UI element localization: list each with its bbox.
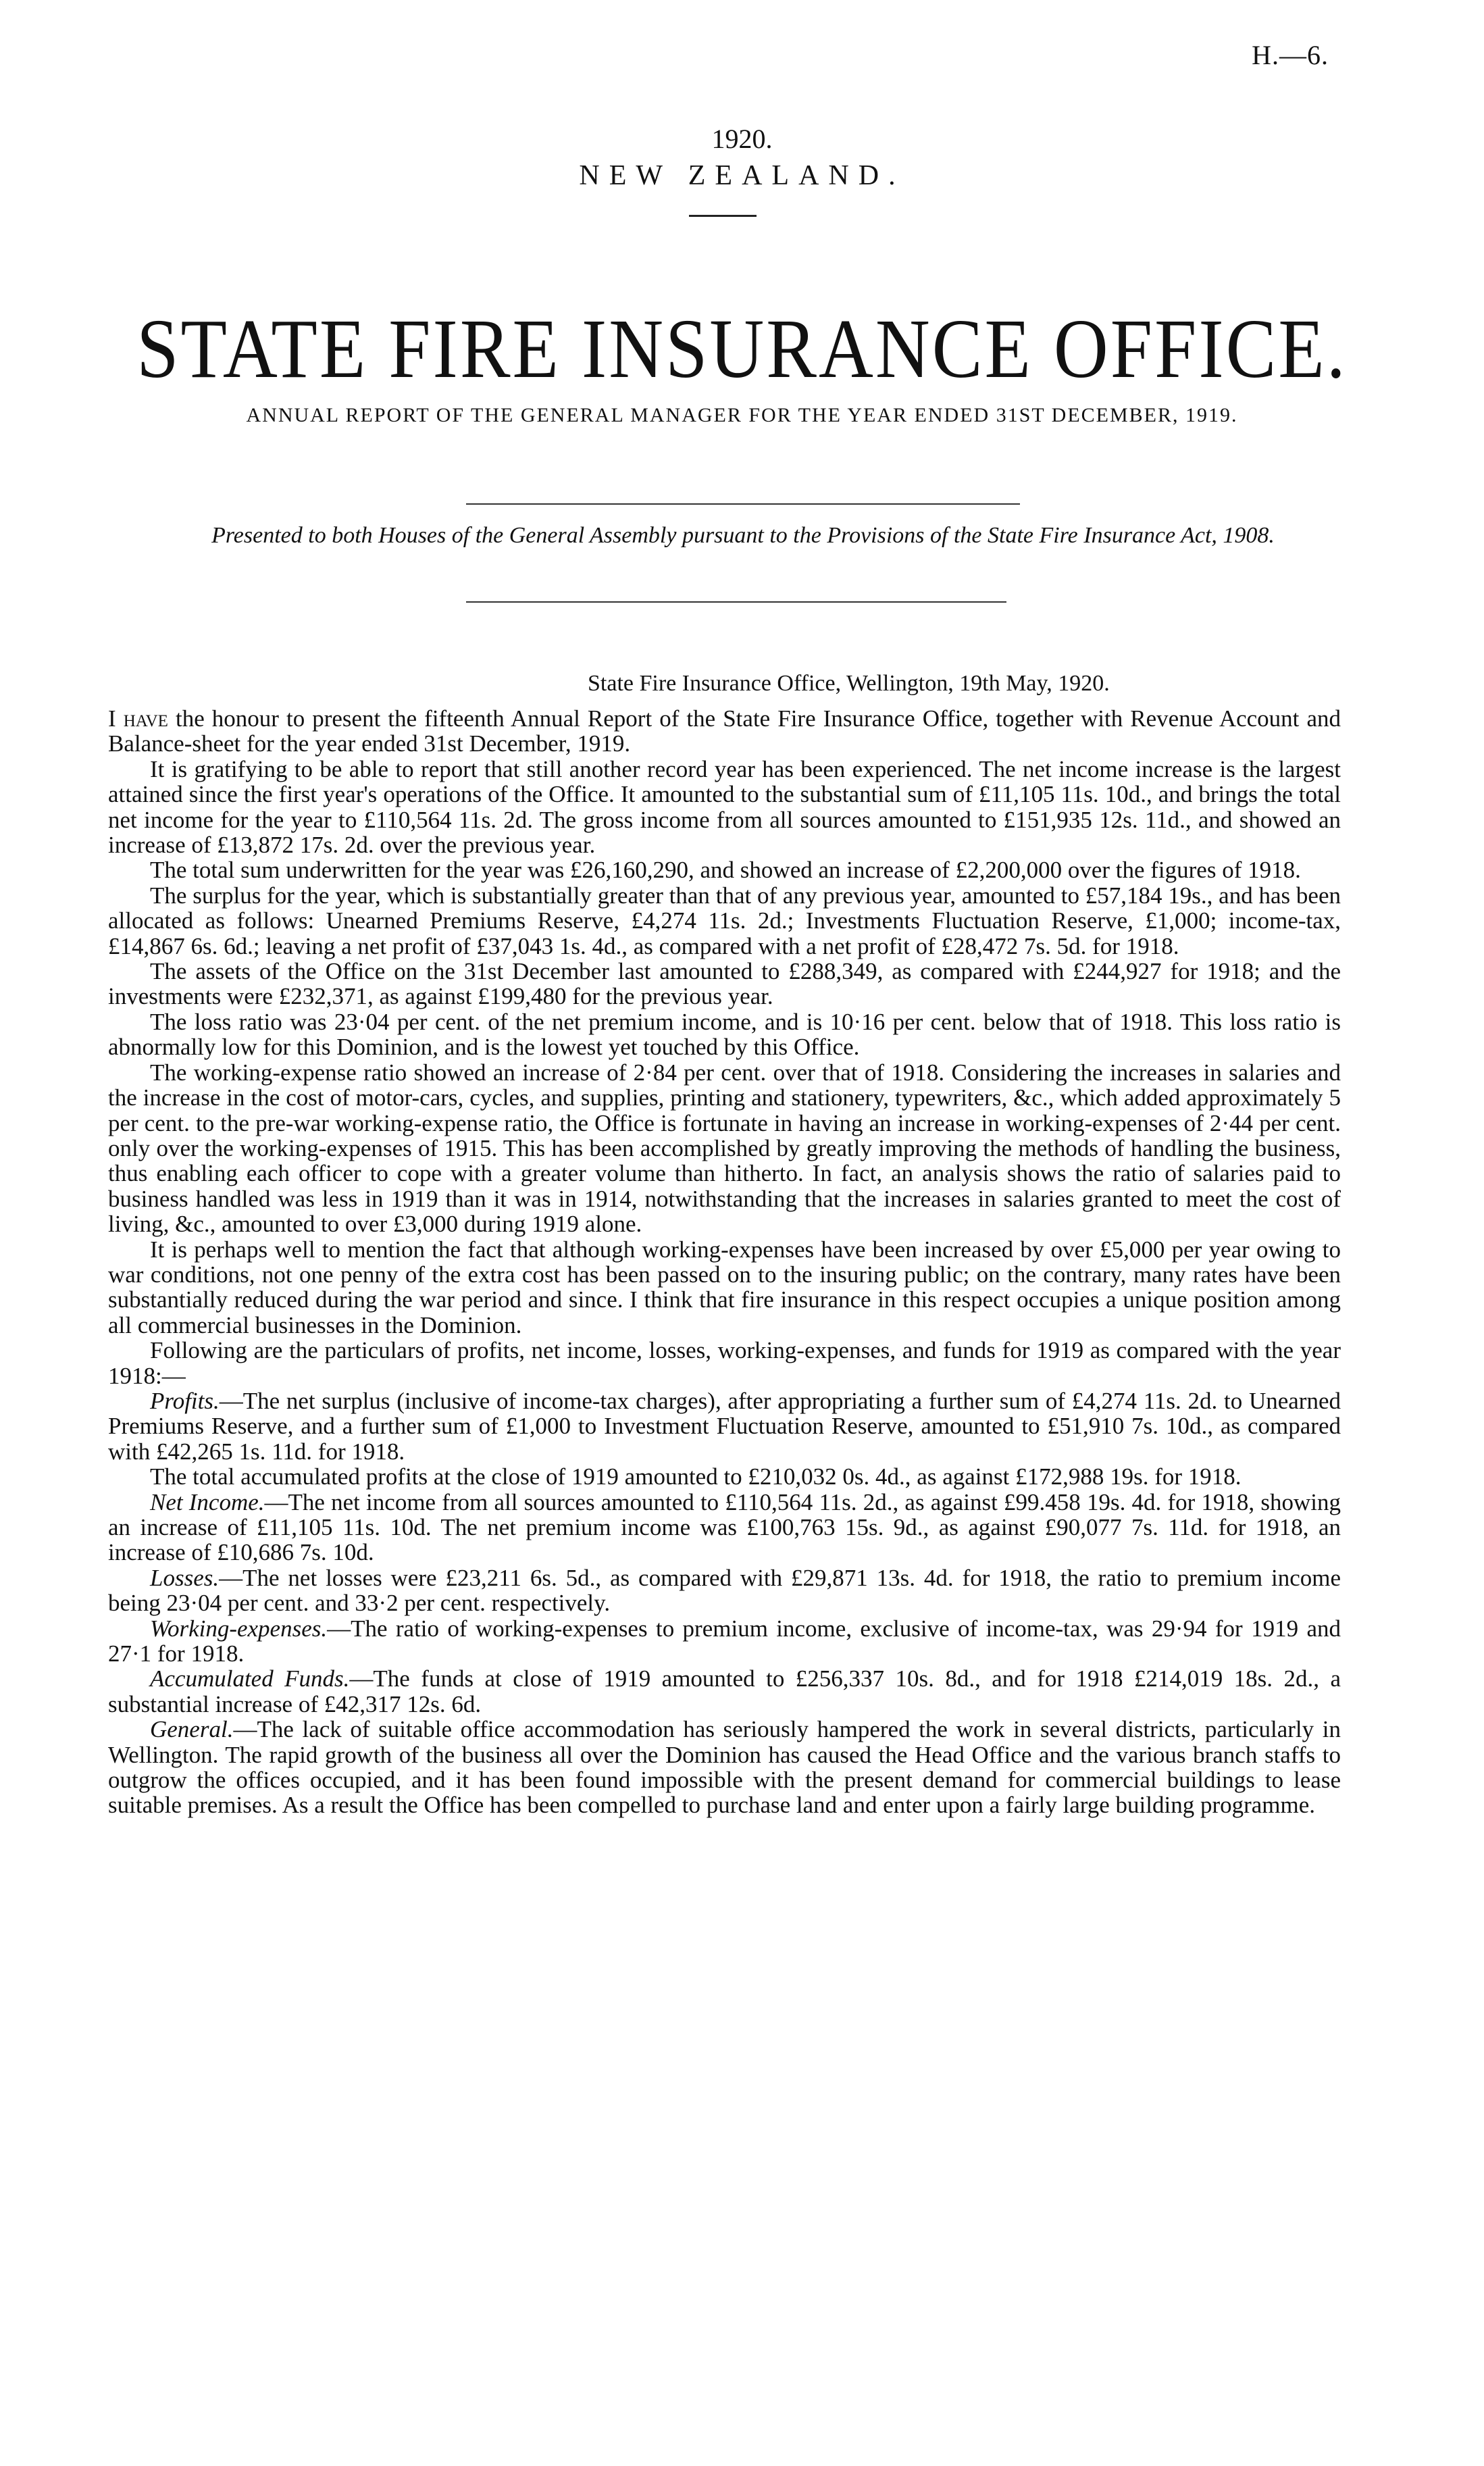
paragraph-working-expenses: [108, 1616, 1341, 1667]
profits-text: —The net surplus (inclusive of income-tax charges), after appropriating a further sum of £4,274 11s. 2d. to Unearned Premiums Reserve, and a further sum of £1,000 to Investment Fluctuation Reserve, amounted to £51,910 7s. 10d., as compared with £42,265 1s. 11d. for 1918.: [108, 1387, 1341, 1465]
general-label: General.: [150, 1716, 234, 1743]
document-subtitle: ANNUAL REPORT OF THE GENERAL MANAGER FOR THE YEAR ENDED 31ST DECEMBER, 1919.: [246, 404, 1238, 426]
opening-text: the honour to present the fifteenth Annual Report of the State Fire Insurance Office, together with Revenue Account and Balance-sheet for the year ended 31st December, 1919.: [108, 705, 1341, 757]
profits-label: Profits.: [150, 1387, 220, 1414]
paragraph-accumulated-profits: The total accumulated profits at the close of 1919 amounted to £210,032 0s. 4d., as against £172,988 19s. for 1918.: [150, 1463, 1242, 1490]
accumulated-funds-label: Accumulated Funds.: [150, 1665, 350, 1692]
paragraph-particulars-intro: Following are the particulars of profits, net income, losses, working-expenses, and funds for 1919 as compared with the year 1918:—: [108, 1337, 1341, 1389]
report-body: [108, 706, 1341, 1818]
net-income-text: —The net income from all sources amounted to £110,564 11s. 2d., as against £99.458 19s. 4d. for 1918, showing an increase of £11,105 11s. 10d. The net premium income was £100,763 15s. 9d., as against £90,077 7s. 11d. for 1918, an increase of £10,686 7s. 10d.: [108, 1488, 1341, 1566]
presentation-note: Presented to both Houses of the General Assembly pursuant to the Provisions of the State Fire Insurance Act, 1908.: [211, 523, 1275, 548]
losses-text: —The net losses were £23,211 6s. 5d., as compared with £29,871 13s. 4d. for 1918, the ratio to premium income being 23·04 per cent. and 33·2 per cent. respectively.: [108, 1564, 1341, 1617]
opening-lead: I have: [108, 705, 168, 732]
page-reference: H.—6.: [1252, 40, 1329, 70]
losses-label: Losses.: [150, 1564, 220, 1591]
working-expenses-text: —The ratio of working-expenses to premium income, exclusive of income-tax, was 29·94 for 1919 and 27·1 for 1918.: [108, 1615, 1341, 1667]
paragraph-surplus: The surplus for the year, which is substantially greater than that of any previous year, amounted to £57,184 19s., and has been allocated as follows: Unearned Premiums Reserve, £4,274 11s. 2d.; Investments Fluctuation Reserve, £1,000; income-tax, £14,867 6s. 6d.; leaving a net profit of £37,043 1s. 4d., as compared with a net profit of £28,472 7s. 5d. for 1918.: [108, 882, 1341, 959]
paragraph-war-conditions: It is perhaps well to mention the fact that although working-expenses have been increased by over £5,000 per year owing to war conditions, not one penny of the extra cost has been passed on to the insuring public; on the contrary, many rates have been substantially reduced during the war period and since. I think that fire insurance in this respect occupies a unique position among all commercial businesses in the Dominion.: [108, 1236, 1341, 1338]
paragraph-profits: [108, 1388, 1341, 1464]
net-income-label: Net Income.: [150, 1488, 265, 1515]
divider-lower: [466, 601, 1006, 603]
paragraph-record-year: It is gratifying to be able to report that still another record year has been experienced. The net income increase is the largest attained since the first year's operations of the Office. It amounted to the substantial sum of £11,105 11s. 10d., and brings the total net income for the year to £110,564 11s. 2d. The gross income from all sources amounted to £151,935 12s. 11d., and showed an increase of £13,872 17s. 2d. over the previous year.: [108, 755, 1341, 859]
paragraph-general: [108, 1717, 1341, 1818]
general-text: —The lack of suitable office accommodation has seriously hampered the work in several districts, particularly in Wellington. The rapid growth of the business all over the Dominion has caused the Head Office and the various branch staffs to outgrow the offices occupied, and it has been found impossible with the present demand for commercial buildings to lease suitable premises. As a result the Office has been compelled to purchase land and enter upon a fairly large building programme.: [108, 1716, 1341, 1819]
document-title: STATE FIRE INSURANCE OFFICE.: [136, 302, 1348, 397]
paragraph-sum-underwritten: The total sum underwritten for the year was £26,160,290, and showed an increase of £2,200,000 over the figures of 1918.: [150, 857, 1301, 884]
divider-upper: [466, 503, 1020, 505]
paragraph-losses: [108, 1565, 1341, 1616]
paragraph-working-expense: The working-expense ratio showed an increase of 2·84 per cent. over that of 1918. Considering the increases in salaries and the increase in the cost of motor-cars, cycles, and supplies, printing and stationery, typewriters, &c., which added approximately 5 per cent. to the pre-war working-expense ratio, the Office is fortunate in having an increase in working-expenses of 2·44 per cent. only over the working-expenses of 1915. This has been accomplished by greatly improving the methods of handling the business, thus enabling each officer to cope with a greater volume than hitherto. In fact, an analysis shows the ratio of salaries paid to business handled was less in 1919 than it was in 1914, notwithstanding that the increases in salaries granted to meet the cost of living, &c., amounted to over £3,000 during 1919 alone.: [108, 1059, 1341, 1238]
dateline: State Fire Insurance Office, Wellington, 19th May, 1920.: [588, 671, 1110, 696]
country-heading: NEW ZEALAND.: [579, 160, 905, 191]
paragraph-loss-ratio: The loss ratio was 23·04 per cent. of the net premium income, and is 10·16 per cent. below that of 1918. This loss ratio is abnormally low for this Dominion, and is the lowest yet touched by this Office.: [108, 1008, 1341, 1061]
accumulated-funds-text: —The funds at close of 1919 amounted to £256,337 10s. 8d., and for 1918 £214,019 18s. 2d., a substantial increase of £42,317 12s. 6d.: [108, 1665, 1341, 1717]
working-expenses-label: Working-expenses.: [150, 1615, 328, 1642]
report-year: 1920.: [711, 124, 773, 154]
paragraph-net-income: [108, 1490, 1341, 1565]
heading-divider: [689, 215, 757, 217]
opening-paragraph: [108, 706, 1341, 757]
paragraph-accumulated-funds: [108, 1666, 1341, 1717]
paragraph-assets: The assets of the Office on the 31st December last amounted to £288,349, as compared with £244,927 for 1918; and the investments were £232,371, as against £199,480 for the previous year.: [108, 958, 1341, 1010]
